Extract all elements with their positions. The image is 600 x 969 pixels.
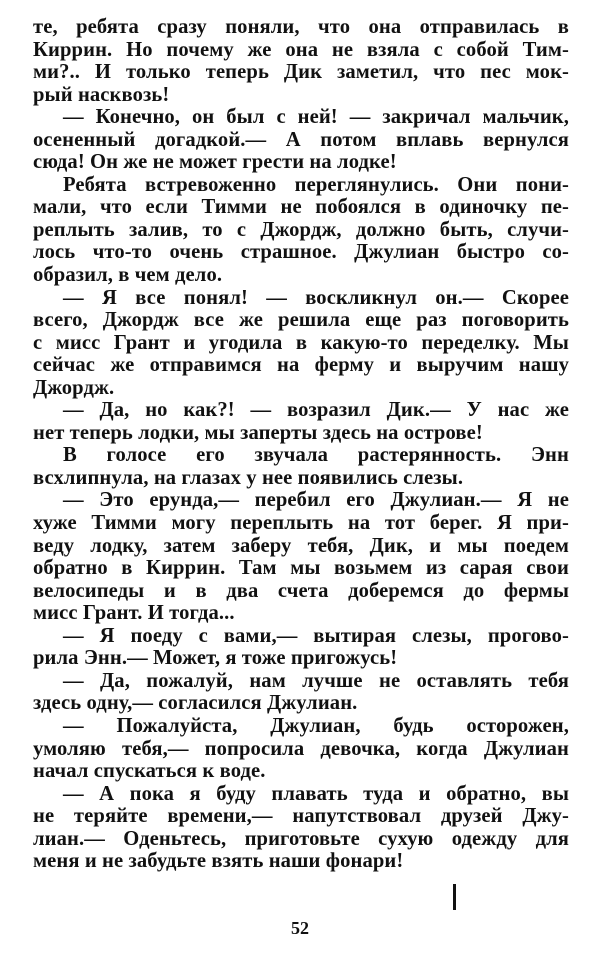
text-line: — Конечно, он был с ней! — закричал мальчик, (63, 106, 569, 129)
text-line: хуже Тимми могу переплыть на тот берег. Я при- (33, 512, 569, 535)
text-line: всего, Джордж все же решила еще раз поговорить (33, 309, 569, 332)
text-line: рый насквозь! (33, 83, 170, 106)
text-line: те, ребята сразу поняли, что она отправилась в (33, 16, 569, 38)
text-line: Киррин. Но почему же она не взяла с собой Тим- (33, 38, 569, 61)
text-line: веду лодку, затем заберу тебя, Дик, и мы поедем (33, 534, 569, 557)
text-line: образил, в чем дело. (33, 264, 223, 287)
text-line: начал спускаться к воде. (33, 760, 266, 783)
text-line: ми?.. И только теперь Дик заметил, что пес мок- (33, 61, 569, 84)
text-line: велосипеды и в два счета доберемся до фермы (33, 579, 569, 602)
text-line: умоляю тебя,— попросила девочка, когда Джулиан (33, 737, 569, 760)
text-line: мисс Грант. И тогда... (33, 602, 235, 625)
text-line: В голосе его звучала растерянность. Энн (63, 444, 569, 467)
page-number: 52 (291, 918, 309, 938)
text-line: осененный догадкой.— А потом вплавь вернулся (33, 128, 569, 151)
text-line: не теряйте времени,— напутствовал друзей Джу- (33, 805, 569, 828)
text-line: лиан.— Оденьтесь, приготовьте сухую одежду для (33, 827, 569, 850)
text-line: сюда! Он же не может грести на лодке! (33, 151, 397, 174)
text-line: с мисс Грант и угодила в какую-то переделку. Мы (33, 331, 569, 354)
text-line: — Да, пожалуй, нам лучше не оставлять тебя (63, 669, 569, 692)
text-line: мали, что если Тимми не побоялся в одиночку пе- (33, 196, 569, 219)
text-line: здесь одну,— согласился Джулиан. (33, 692, 358, 715)
text-cursor (453, 884, 456, 910)
text-line: сейчас же отправимся на ферму и выручим нашу (33, 354, 569, 377)
text-line: реплыть залив, то с Джордж, должно быть, случи- (33, 218, 569, 241)
text-line: Ребята встревоженно переглянулись. Они пони- (63, 173, 569, 196)
body-text (33, 16, 569, 873)
page-body (33, 16, 569, 873)
text-line: обратно в Киррин. Там мы возьмем из сарая свои (33, 557, 569, 580)
text-line: рила Энн.— Может, я тоже пригожусь! (33, 647, 398, 670)
text-line: — А пока я буду плавать туда и обратно, вы (63, 782, 569, 805)
text-line: — Я поеду с вами,— вытирая слезы, прогово- (63, 624, 569, 647)
text-line: — Да, но как?! — возразил Дик.— У нас же (63, 399, 569, 422)
text-line: лось что-то очень страшное. Джулиан быстро со- (33, 241, 569, 264)
text-line: Джордж. (33, 376, 115, 399)
text-line: — Пожалуйста, Джулиан, будь осторожен, (63, 714, 569, 737)
text-line: меня и не забудьте взять наши фонари! (33, 850, 404, 873)
text-line: — Это ерунда,— перебил его Джулиан.— Я не (63, 489, 569, 512)
text-line: нет теперь лодки, мы заперты здесь на острове! (33, 421, 483, 444)
text-line: всхлипнула, на глазах у нее появились слезы. (33, 466, 464, 489)
text-line: — Я все понял! — воскликнул он.— Скорее (63, 286, 569, 309)
